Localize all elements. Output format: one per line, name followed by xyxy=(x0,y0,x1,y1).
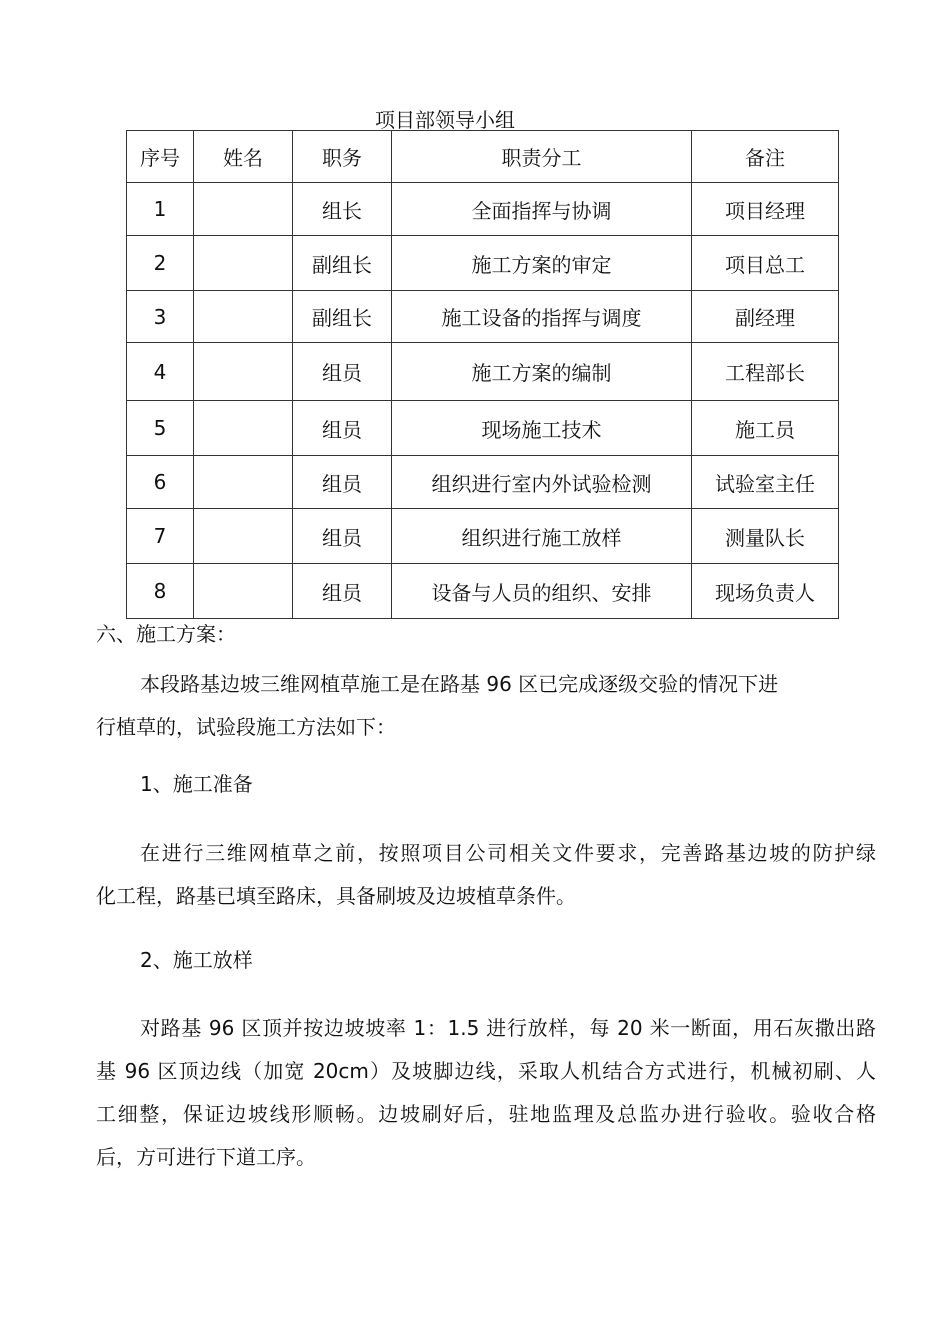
cell-no: 4 xyxy=(127,343,194,401)
cell-remark: 试验室主任 xyxy=(692,456,839,509)
cell-no: 7 xyxy=(127,509,194,564)
cell-position: 组员 xyxy=(293,564,392,619)
cell-remark: 副经理 xyxy=(692,291,839,343)
leadership-table xyxy=(126,130,839,619)
step1-line: 在进行三维网植草之前，按照项目公司相关文件要求，完善路基边坡的防护绿 xyxy=(140,841,876,865)
intro-line: 本段路基边坡三维网植草施工是在路基 96 区已完成逐级交验的情况下进 xyxy=(140,672,779,696)
cell-no: 6 xyxy=(127,456,194,509)
intro-line: 行植草的，试验段施工方法如下： xyxy=(96,715,396,739)
cell-name xyxy=(194,564,293,619)
cell-remark: 测量队长 xyxy=(692,509,839,564)
cell-remark: 施工员 xyxy=(692,401,839,456)
cell-name xyxy=(194,183,293,236)
cell-name xyxy=(194,456,293,509)
header-duty: 职责分工 xyxy=(392,131,692,183)
cell-no: 8 xyxy=(127,564,194,619)
header-no: 序号 xyxy=(127,131,194,183)
step2-line: 工细整，保证边坡线形顺畅。边坡刷好后，驻地监理及总监办进行验收。验收合格 xyxy=(96,1102,876,1126)
step2-line: 基 96 区顶边线（加宽 20cm）及坡脚边线，采取人机结合方式进行，机械初刷、人 xyxy=(96,1059,876,1083)
cell-duty: 施工方案的编制 xyxy=(392,343,692,401)
table-row xyxy=(127,456,839,509)
cell-duty: 施工设备的指挥与调度 xyxy=(392,291,692,343)
step1-title: 1、施工准备 xyxy=(140,772,253,796)
cell-name xyxy=(194,343,293,401)
step1-paragraph xyxy=(96,832,876,918)
table-row xyxy=(127,509,839,564)
step2-line: 后，方可进行下道工序。 xyxy=(96,1145,316,1169)
cell-position: 组员 xyxy=(293,401,392,456)
cell-duty: 现场施工技术 xyxy=(392,401,692,456)
cell-no: 1 xyxy=(127,183,194,236)
cell-position: 组员 xyxy=(293,343,392,401)
table-title: 项目部领导小组 xyxy=(375,108,515,132)
table-row xyxy=(127,291,839,343)
cell-duty: 组织进行室内外试验检测 xyxy=(392,456,692,509)
header-position: 职务 xyxy=(293,131,392,183)
intro-paragraph xyxy=(96,663,876,749)
header-name: 姓名 xyxy=(194,131,293,183)
cell-remark: 项目经理 xyxy=(692,183,839,236)
section-heading: 六、施工方案： xyxy=(96,622,236,646)
cell-remark: 项目总工 xyxy=(692,236,839,291)
cell-name xyxy=(194,236,293,291)
cell-no: 2 xyxy=(127,236,194,291)
step1-line: 化工程，路基已填至路床，具备刷坡及边坡植草条件。 xyxy=(96,884,576,908)
table-row xyxy=(127,183,839,236)
table-row xyxy=(127,343,839,401)
cell-name xyxy=(194,291,293,343)
step2-paragraph xyxy=(96,1007,876,1179)
cell-name xyxy=(194,401,293,456)
table-header-row xyxy=(127,131,839,183)
cell-position: 组长 xyxy=(293,183,392,236)
table-row xyxy=(127,236,839,291)
cell-duty: 全面指挥与协调 xyxy=(392,183,692,236)
cell-no: 5 xyxy=(127,401,194,456)
step2-line: 对路基 96 区顶并按边坡坡率 1：1.5 进行放样，每 20 米一断面，用石灰撒出路 xyxy=(140,1016,876,1040)
cell-remark: 现场负责人 xyxy=(692,564,839,619)
cell-duty: 组织进行施工放样 xyxy=(392,509,692,564)
cell-position: 组员 xyxy=(293,509,392,564)
cell-remark: 工程部长 xyxy=(692,343,839,401)
cell-name xyxy=(194,509,293,564)
table-row xyxy=(127,564,839,619)
cell-no: 3 xyxy=(127,291,194,343)
cell-position: 组员 xyxy=(293,456,392,509)
cell-duty: 施工方案的审定 xyxy=(392,236,692,291)
table-row xyxy=(127,401,839,456)
cell-duty: 设备与人员的组织、安排 xyxy=(392,564,692,619)
header-remark: 备注 xyxy=(692,131,839,183)
cell-position: 副组长 xyxy=(293,236,392,291)
step2-title: 2、施工放样 xyxy=(140,948,253,972)
cell-position: 副组长 xyxy=(293,291,392,343)
